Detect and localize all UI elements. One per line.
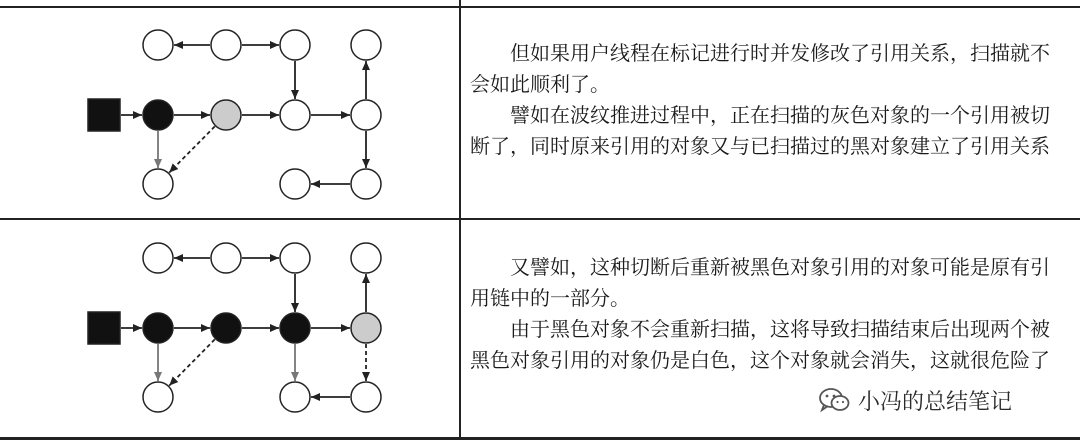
white-object-node-b4 bbox=[351, 100, 381, 130]
black-object-node-b3 bbox=[280, 313, 310, 343]
watermark bbox=[818, 385, 1012, 415]
white-object-node-c4 bbox=[351, 382, 381, 412]
diagram-row-2 bbox=[0, 221, 459, 431]
white-object-node-a2 bbox=[211, 30, 241, 60]
diagram-row-1 bbox=[0, 8, 459, 218]
white-object-node-a1 bbox=[143, 30, 173, 60]
table-bottom-rule bbox=[0, 437, 1080, 440]
object-graph-diagram-2 bbox=[0, 221, 459, 431]
reference-arrow-b2-c1 bbox=[169, 339, 215, 385]
reference-arrow-b2-c1 bbox=[169, 126, 215, 172]
paragraph: 但如果用户线程在标记进行时并发修改了引用关系，扫描就不会如此顺利了。 bbox=[470, 41, 1050, 96]
paragraph: 譬如在波纹推进过程中，正在扫描的灰色对象的一个引用被切断了，同时原来引用的对象又与已扫描过的黑对象建立了引用关系 bbox=[470, 103, 1050, 158]
gc-root-node-root bbox=[88, 99, 120, 131]
white-object-node-a3 bbox=[280, 243, 310, 273]
description-row-1 bbox=[470, 38, 1060, 162]
white-object-node-a3 bbox=[280, 30, 310, 60]
paragraph: 由于黑色对象不会重新扫描，这将导致扫描结束后出现两个被黑色对象引用的对象仍是白色，这个对象就会消失，这就很危险了 bbox=[470, 317, 1050, 372]
description-row-2 bbox=[470, 252, 1060, 376]
white-object-node-a2 bbox=[211, 243, 241, 273]
gray-object-node-b2 bbox=[211, 100, 241, 130]
white-object-node-a4 bbox=[351, 243, 381, 273]
watermark-text: 小冯的总结笔记 bbox=[858, 389, 1013, 415]
black-object-node-b1 bbox=[143, 313, 173, 343]
white-object-node-a1 bbox=[143, 243, 173, 273]
white-object-node-c1 bbox=[143, 169, 173, 199]
table-row-divider bbox=[0, 218, 1080, 220]
table-column-divider bbox=[459, 0, 461, 440]
white-object-node-b3 bbox=[280, 100, 310, 130]
gray-object-node-b4 bbox=[351, 313, 381, 343]
wechat-icon bbox=[818, 387, 850, 413]
gc-root-node-root bbox=[88, 312, 120, 344]
white-object-node-c3 bbox=[280, 382, 310, 412]
paragraph: 又譬如，这种切断后重新被黑色对象引用的对象可能是原有引用链中的一部分。 bbox=[470, 255, 1050, 310]
white-object-node-c1 bbox=[143, 382, 173, 412]
white-object-node-a4 bbox=[351, 30, 381, 60]
white-object-node-c4 bbox=[351, 169, 381, 199]
black-object-node-b1 bbox=[143, 100, 173, 130]
object-graph-diagram-1 bbox=[0, 8, 459, 218]
black-object-node-b2 bbox=[211, 313, 241, 343]
white-object-node-c3 bbox=[280, 169, 310, 199]
